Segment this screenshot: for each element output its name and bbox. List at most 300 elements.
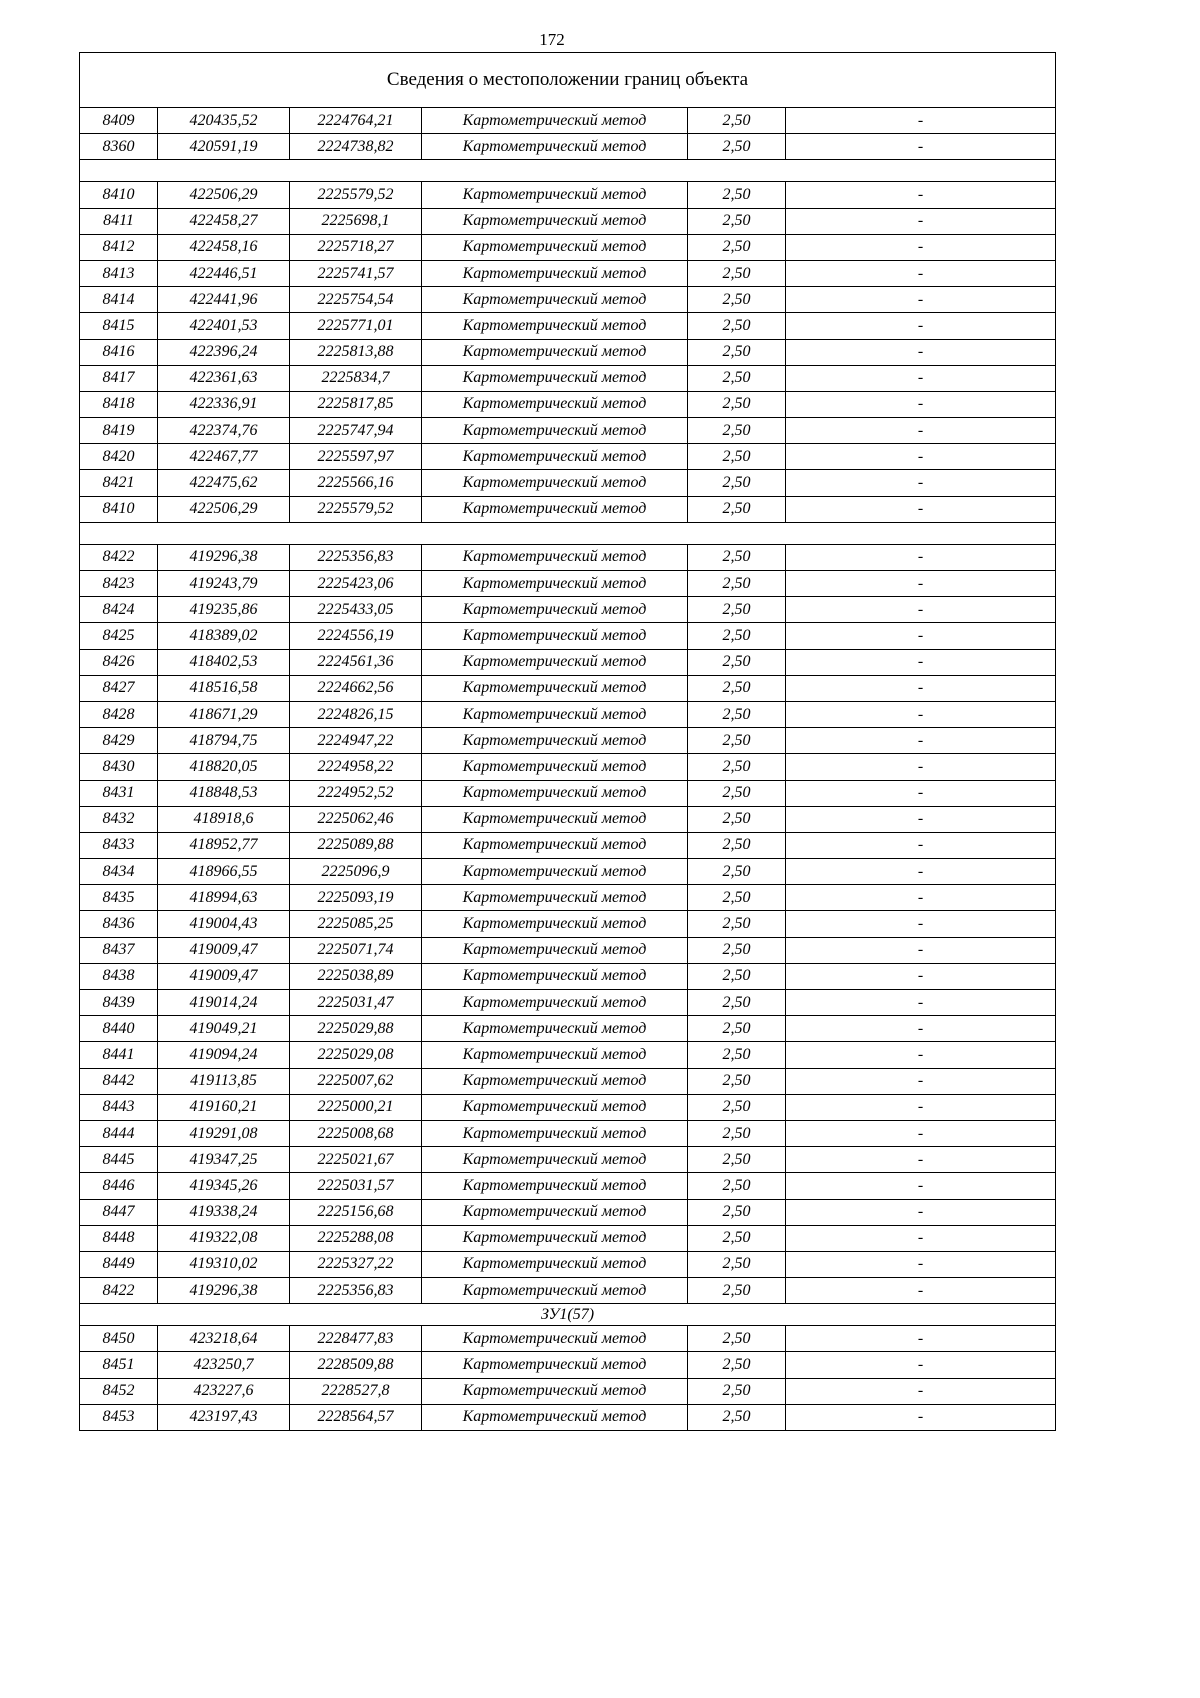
description-cell: - xyxy=(786,701,1056,727)
point-number-cell: 8425 xyxy=(80,623,158,649)
y-coordinate-cell: 2225327,22 xyxy=(290,1251,422,1277)
accuracy-cell: 2,50 xyxy=(688,544,786,570)
y-coordinate-cell: 2225771,01 xyxy=(290,313,422,339)
method-cell: Картометрический метод xyxy=(422,182,688,208)
method-cell: Картометрический метод xyxy=(422,234,688,260)
x-coordinate-cell: 419296,38 xyxy=(158,1278,290,1304)
point-number-cell: 8442 xyxy=(80,1068,158,1094)
description-cell: - xyxy=(786,832,1056,858)
y-coordinate-cell: 2224947,22 xyxy=(290,728,422,754)
table-row xyxy=(80,470,1056,496)
point-number-cell: 8428 xyxy=(80,701,158,727)
x-coordinate-cell: 419009,47 xyxy=(158,963,290,989)
y-coordinate-cell: 2225579,52 xyxy=(290,496,422,522)
table-row xyxy=(80,754,1056,780)
x-coordinate-cell: 422506,29 xyxy=(158,496,290,522)
table-row xyxy=(80,649,1056,675)
x-coordinate-cell: 420591,19 xyxy=(158,134,290,160)
x-coordinate-cell: 422475,62 xyxy=(158,470,290,496)
description-cell: - xyxy=(786,728,1056,754)
method-cell: Картометрический метод xyxy=(422,1225,688,1251)
method-cell: Картометрический метод xyxy=(422,571,688,597)
accuracy-cell: 2,50 xyxy=(688,754,786,780)
method-cell: Картометрический метод xyxy=(422,623,688,649)
method-cell: Картометрический метод xyxy=(422,391,688,417)
point-number-cell: 8427 xyxy=(80,675,158,701)
x-coordinate-cell: 420435,52 xyxy=(158,108,290,134)
table-row xyxy=(80,1404,1056,1430)
x-coordinate-cell: 418966,55 xyxy=(158,859,290,885)
table-row xyxy=(80,1278,1056,1304)
table-row xyxy=(80,859,1056,885)
accuracy-cell: 2,50 xyxy=(688,260,786,286)
accuracy-cell: 2,50 xyxy=(688,728,786,754)
description-cell: - xyxy=(786,649,1056,675)
accuracy-cell: 2,50 xyxy=(688,1352,786,1378)
accuracy-cell: 2,50 xyxy=(688,1378,786,1404)
method-cell: Картометрический метод xyxy=(422,108,688,134)
y-coordinate-cell: 2225031,57 xyxy=(290,1173,422,1199)
table-row xyxy=(80,287,1056,313)
method-cell: Картометрический метод xyxy=(422,365,688,391)
table-row xyxy=(80,1120,1056,1146)
table-row xyxy=(80,182,1056,208)
point-number-cell: 8426 xyxy=(80,649,158,675)
method-cell: Картометрический метод xyxy=(422,1199,688,1225)
point-number-cell: 8411 xyxy=(80,208,158,234)
method-cell: Картометрический метод xyxy=(422,496,688,522)
y-coordinate-cell: 2225579,52 xyxy=(290,182,422,208)
method-cell: Картометрический метод xyxy=(422,1173,688,1199)
description-cell: - xyxy=(786,444,1056,470)
table-row xyxy=(80,911,1056,937)
method-cell: Картометрический метод xyxy=(422,287,688,313)
y-coordinate-cell: 2225754,54 xyxy=(290,287,422,313)
table-row xyxy=(80,1068,1056,1094)
x-coordinate-cell: 422361,63 xyxy=(158,365,290,391)
description-cell: - xyxy=(786,287,1056,313)
group-separator-row xyxy=(80,160,1056,182)
x-coordinate-cell: 418389,02 xyxy=(158,623,290,649)
method-cell: Картометрический метод xyxy=(422,1278,688,1304)
group-separator-cell xyxy=(80,522,1056,544)
x-coordinate-cell: 419296,38 xyxy=(158,544,290,570)
x-coordinate-cell: 422446,51 xyxy=(158,260,290,286)
point-number-cell: 8435 xyxy=(80,885,158,911)
point-number-cell: 8422 xyxy=(80,544,158,570)
accuracy-cell: 2,50 xyxy=(688,1042,786,1068)
point-number-cell: 8443 xyxy=(80,1094,158,1120)
table-title-row xyxy=(80,53,1056,108)
description-cell: - xyxy=(786,859,1056,885)
method-cell: Картометрический метод xyxy=(422,728,688,754)
point-number-cell: 8431 xyxy=(80,780,158,806)
table-row xyxy=(80,339,1056,365)
method-cell: Картометрический метод xyxy=(422,1404,688,1430)
y-coordinate-cell: 2225071,74 xyxy=(290,937,422,963)
point-number-cell: 8444 xyxy=(80,1120,158,1146)
table-row xyxy=(80,701,1056,727)
description-cell: - xyxy=(786,234,1056,260)
description-cell: - xyxy=(786,313,1056,339)
accuracy-cell: 2,50 xyxy=(688,649,786,675)
point-number-cell: 8453 xyxy=(80,1404,158,1430)
accuracy-cell: 2,50 xyxy=(688,182,786,208)
accuracy-cell: 2,50 xyxy=(688,1147,786,1173)
table-row xyxy=(80,885,1056,911)
point-number-cell: 8441 xyxy=(80,1042,158,1068)
description-cell: - xyxy=(786,937,1056,963)
method-cell: Картометрический метод xyxy=(422,937,688,963)
x-coordinate-cell: 419113,85 xyxy=(158,1068,290,1094)
point-number-cell: 8423 xyxy=(80,571,158,597)
accuracy-cell: 2,50 xyxy=(688,1173,786,1199)
table-row xyxy=(80,1173,1056,1199)
y-coordinate-cell: 2224958,22 xyxy=(290,754,422,780)
method-cell: Картометрический метод xyxy=(422,134,688,160)
x-coordinate-cell: 419243,79 xyxy=(158,571,290,597)
x-coordinate-cell: 422336,91 xyxy=(158,391,290,417)
x-coordinate-cell: 423218,64 xyxy=(158,1326,290,1352)
x-coordinate-cell: 419235,86 xyxy=(158,597,290,623)
x-coordinate-cell: 419338,24 xyxy=(158,1199,290,1225)
description-cell: - xyxy=(786,365,1056,391)
x-coordinate-cell: 419014,24 xyxy=(158,990,290,1016)
table-row xyxy=(80,1326,1056,1352)
accuracy-cell: 2,50 xyxy=(688,313,786,339)
x-coordinate-cell: 418918,6 xyxy=(158,806,290,832)
table-row xyxy=(80,623,1056,649)
table-row xyxy=(80,365,1056,391)
y-coordinate-cell: 2225085,25 xyxy=(290,911,422,937)
description-cell: - xyxy=(786,1042,1056,1068)
point-number-cell: 8429 xyxy=(80,728,158,754)
description-cell: - xyxy=(786,1120,1056,1146)
y-coordinate-cell: 2225096,9 xyxy=(290,859,422,885)
table-row xyxy=(80,571,1056,597)
y-coordinate-cell: 2225423,06 xyxy=(290,571,422,597)
point-number-cell: 8451 xyxy=(80,1352,158,1378)
x-coordinate-cell: 418994,63 xyxy=(158,885,290,911)
point-number-cell: 8420 xyxy=(80,444,158,470)
method-cell: Картометрический метод xyxy=(422,1251,688,1277)
table-row xyxy=(80,391,1056,417)
description-cell: - xyxy=(786,1173,1056,1199)
accuracy-cell: 2,50 xyxy=(688,832,786,858)
description-cell: - xyxy=(786,108,1056,134)
method-cell: Картометрический метод xyxy=(422,1326,688,1352)
point-number-cell: 8412 xyxy=(80,234,158,260)
section-label: ЗУ1(57) xyxy=(80,1304,1056,1326)
group-separator-row xyxy=(80,522,1056,544)
point-number-cell: 8433 xyxy=(80,832,158,858)
description-cell: - xyxy=(786,911,1056,937)
y-coordinate-cell: 2225029,88 xyxy=(290,1016,422,1042)
y-coordinate-cell: 2225566,16 xyxy=(290,470,422,496)
accuracy-cell: 2,50 xyxy=(688,365,786,391)
method-cell: Картометрический метод xyxy=(422,1094,688,1120)
point-number-cell: 8418 xyxy=(80,391,158,417)
point-number-cell: 8449 xyxy=(80,1251,158,1277)
method-cell: Картометрический метод xyxy=(422,1068,688,1094)
x-coordinate-cell: 418402,53 xyxy=(158,649,290,675)
method-cell: Картометрический метод xyxy=(422,675,688,701)
table-row xyxy=(80,260,1056,286)
table-row xyxy=(80,780,1056,806)
point-number-cell: 8447 xyxy=(80,1199,158,1225)
accuracy-cell: 2,50 xyxy=(688,287,786,313)
y-coordinate-cell: 2224764,21 xyxy=(290,108,422,134)
method-cell: Картометрический метод xyxy=(422,990,688,1016)
boundary-coordinates-table xyxy=(79,52,1056,1431)
accuracy-cell: 2,50 xyxy=(688,1094,786,1120)
y-coordinate-cell: 2225698,1 xyxy=(290,208,422,234)
x-coordinate-cell: 418671,29 xyxy=(158,701,290,727)
description-cell: - xyxy=(786,470,1056,496)
point-number-cell: 8436 xyxy=(80,911,158,937)
method-cell: Картометрический метод xyxy=(422,544,688,570)
accuracy-cell: 2,50 xyxy=(688,134,786,160)
accuracy-cell: 2,50 xyxy=(688,339,786,365)
point-number-cell: 8410 xyxy=(80,496,158,522)
x-coordinate-cell: 419094,24 xyxy=(158,1042,290,1068)
y-coordinate-cell: 2225089,88 xyxy=(290,832,422,858)
x-coordinate-cell: 418794,75 xyxy=(158,728,290,754)
method-cell: Картометрический метод xyxy=(422,911,688,937)
point-number-cell: 8439 xyxy=(80,990,158,1016)
description-cell: - xyxy=(786,182,1056,208)
point-number-cell: 8413 xyxy=(80,260,158,286)
description-cell: - xyxy=(786,806,1056,832)
accuracy-cell: 2,50 xyxy=(688,418,786,444)
table-row xyxy=(80,675,1056,701)
page-number: 172 xyxy=(539,30,565,49)
point-number-cell: 8434 xyxy=(80,859,158,885)
y-coordinate-cell: 2225093,19 xyxy=(290,885,422,911)
y-coordinate-cell: 2225062,46 xyxy=(290,806,422,832)
table-row xyxy=(80,313,1056,339)
table-row xyxy=(80,1147,1056,1173)
x-coordinate-cell: 418952,77 xyxy=(158,832,290,858)
accuracy-cell: 2,50 xyxy=(688,391,786,417)
y-coordinate-cell: 2225156,68 xyxy=(290,1199,422,1225)
y-coordinate-cell: 2225008,68 xyxy=(290,1120,422,1146)
point-number-cell: 8438 xyxy=(80,963,158,989)
y-coordinate-cell: 2225031,47 xyxy=(290,990,422,1016)
description-cell: - xyxy=(786,780,1056,806)
x-coordinate-cell: 419004,43 xyxy=(158,911,290,937)
point-number-cell: 8410 xyxy=(80,182,158,208)
accuracy-cell: 2,50 xyxy=(688,937,786,963)
accuracy-cell: 2,50 xyxy=(688,1404,786,1430)
y-coordinate-cell: 2225000,21 xyxy=(290,1094,422,1120)
table-row xyxy=(80,1016,1056,1042)
accuracy-cell: 2,50 xyxy=(688,780,786,806)
y-coordinate-cell: 2225038,89 xyxy=(290,963,422,989)
table-row xyxy=(80,728,1056,754)
table-row xyxy=(80,1251,1056,1277)
method-cell: Картометрический метод xyxy=(422,597,688,623)
x-coordinate-cell: 419049,21 xyxy=(158,1016,290,1042)
x-coordinate-cell: 419160,21 xyxy=(158,1094,290,1120)
point-number-cell: 8440 xyxy=(80,1016,158,1042)
point-number-cell: 8422 xyxy=(80,1278,158,1304)
x-coordinate-cell: 422506,29 xyxy=(158,182,290,208)
y-coordinate-cell: 2225356,83 xyxy=(290,544,422,570)
y-coordinate-cell: 2225718,27 xyxy=(290,234,422,260)
accuracy-cell: 2,50 xyxy=(688,1251,786,1277)
table-row xyxy=(80,444,1056,470)
x-coordinate-cell: 419310,02 xyxy=(158,1251,290,1277)
description-cell: - xyxy=(786,1404,1056,1430)
description-cell: - xyxy=(786,623,1056,649)
x-coordinate-cell: 422401,53 xyxy=(158,313,290,339)
accuracy-cell: 2,50 xyxy=(688,496,786,522)
description-cell: - xyxy=(786,1326,1056,1352)
table-row xyxy=(80,806,1056,832)
method-cell: Картометрический метод xyxy=(422,649,688,675)
y-coordinate-cell: 2225433,05 xyxy=(290,597,422,623)
method-cell: Картометрический метод xyxy=(422,1016,688,1042)
x-coordinate-cell: 418848,53 xyxy=(158,780,290,806)
y-coordinate-cell: 2225356,83 xyxy=(290,1278,422,1304)
y-coordinate-cell: 2224662,56 xyxy=(290,675,422,701)
table-row xyxy=(80,234,1056,260)
point-number-cell: 8416 xyxy=(80,339,158,365)
y-coordinate-cell: 2224556,19 xyxy=(290,623,422,649)
description-cell: - xyxy=(786,1352,1056,1378)
y-coordinate-cell: 2225741,57 xyxy=(290,260,422,286)
accuracy-cell: 2,50 xyxy=(688,859,786,885)
point-number-cell: 8452 xyxy=(80,1378,158,1404)
x-coordinate-cell: 419291,08 xyxy=(158,1120,290,1146)
method-cell: Картометрический метод xyxy=(422,313,688,339)
method-cell: Картометрический метод xyxy=(422,1378,688,1404)
description-cell: - xyxy=(786,1094,1056,1120)
point-number-cell: 8446 xyxy=(80,1173,158,1199)
accuracy-cell: 2,50 xyxy=(688,470,786,496)
description-cell: - xyxy=(786,1378,1056,1404)
table-row xyxy=(80,1199,1056,1225)
table-row xyxy=(80,208,1056,234)
x-coordinate-cell: 423197,43 xyxy=(158,1404,290,1430)
x-coordinate-cell: 422441,96 xyxy=(158,287,290,313)
table-row xyxy=(80,597,1056,623)
description-cell: - xyxy=(786,418,1056,444)
accuracy-cell: 2,50 xyxy=(688,911,786,937)
accuracy-cell: 2,50 xyxy=(688,1120,786,1146)
point-number-cell: 8430 xyxy=(80,754,158,780)
table-row xyxy=(80,1352,1056,1378)
point-number-cell: 8360 xyxy=(80,134,158,160)
table-row xyxy=(80,108,1056,134)
description-cell: - xyxy=(786,571,1056,597)
accuracy-cell: 2,50 xyxy=(688,1068,786,1094)
x-coordinate-cell: 419009,47 xyxy=(158,937,290,963)
method-cell: Картометрический метод xyxy=(422,754,688,780)
y-coordinate-cell: 2224826,15 xyxy=(290,701,422,727)
method-cell: Картометрический метод xyxy=(422,963,688,989)
x-coordinate-cell: 419347,25 xyxy=(158,1147,290,1173)
y-coordinate-cell: 2224561,36 xyxy=(290,649,422,675)
method-cell: Картометрический метод xyxy=(422,470,688,496)
accuracy-cell: 2,50 xyxy=(688,963,786,989)
description-cell: - xyxy=(786,597,1056,623)
point-number-cell: 8419 xyxy=(80,418,158,444)
table-row xyxy=(80,134,1056,160)
table-title: Сведения о местоположении границ объекта xyxy=(80,53,1056,108)
point-number-cell: 8415 xyxy=(80,313,158,339)
method-cell: Картометрический метод xyxy=(422,806,688,832)
y-coordinate-cell: 2228564,57 xyxy=(290,1404,422,1430)
table-row xyxy=(80,937,1056,963)
y-coordinate-cell: 2225288,08 xyxy=(290,1225,422,1251)
y-coordinate-cell: 2228477,83 xyxy=(290,1326,422,1352)
accuracy-cell: 2,50 xyxy=(688,208,786,234)
table-row xyxy=(80,496,1056,522)
y-coordinate-cell: 2228527,8 xyxy=(290,1378,422,1404)
accuracy-cell: 2,50 xyxy=(688,234,786,260)
section-header-row xyxy=(80,1304,1056,1326)
x-coordinate-cell: 422458,27 xyxy=(158,208,290,234)
x-coordinate-cell: 418516,58 xyxy=(158,675,290,701)
method-cell: Картометрический метод xyxy=(422,1147,688,1173)
accuracy-cell: 2,50 xyxy=(688,1278,786,1304)
point-number-cell: 8450 xyxy=(80,1326,158,1352)
description-cell: - xyxy=(786,1199,1056,1225)
accuracy-cell: 2,50 xyxy=(688,990,786,1016)
y-coordinate-cell: 2224738,82 xyxy=(290,134,422,160)
description-cell: - xyxy=(786,1225,1056,1251)
x-coordinate-cell: 418820,05 xyxy=(158,754,290,780)
y-coordinate-cell: 2225597,97 xyxy=(290,444,422,470)
point-number-cell: 8424 xyxy=(80,597,158,623)
table-row xyxy=(80,832,1056,858)
method-cell: Картометрический метод xyxy=(422,701,688,727)
description-cell: - xyxy=(786,1147,1056,1173)
x-coordinate-cell: 422396,24 xyxy=(158,339,290,365)
description-cell: - xyxy=(786,1251,1056,1277)
accuracy-cell: 2,50 xyxy=(688,806,786,832)
point-number-cell: 8445 xyxy=(80,1147,158,1173)
point-number-cell: 8432 xyxy=(80,806,158,832)
accuracy-cell: 2,50 xyxy=(688,1199,786,1225)
description-cell: - xyxy=(786,1068,1056,1094)
accuracy-cell: 2,50 xyxy=(688,1016,786,1042)
description-cell: - xyxy=(786,1278,1056,1304)
description-cell: - xyxy=(786,754,1056,780)
point-number-cell: 8417 xyxy=(80,365,158,391)
method-cell: Картометрический метод xyxy=(422,418,688,444)
description-cell: - xyxy=(786,134,1056,160)
y-coordinate-cell: 2225813,88 xyxy=(290,339,422,365)
table-row xyxy=(80,1094,1056,1120)
description-cell: - xyxy=(786,496,1056,522)
y-coordinate-cell: 2224952,52 xyxy=(290,780,422,806)
description-cell: - xyxy=(786,885,1056,911)
y-coordinate-cell: 2225747,94 xyxy=(290,418,422,444)
description-cell: - xyxy=(786,544,1056,570)
method-cell: Картометрический метод xyxy=(422,780,688,806)
method-cell: Картометрический метод xyxy=(422,260,688,286)
method-cell: Картометрический метод xyxy=(422,208,688,234)
y-coordinate-cell: 2225021,67 xyxy=(290,1147,422,1173)
x-coordinate-cell: 419345,26 xyxy=(158,1173,290,1199)
y-coordinate-cell: 2225817,85 xyxy=(290,391,422,417)
point-number-cell: 8437 xyxy=(80,937,158,963)
x-coordinate-cell: 422458,16 xyxy=(158,234,290,260)
description-cell: - xyxy=(786,1016,1056,1042)
